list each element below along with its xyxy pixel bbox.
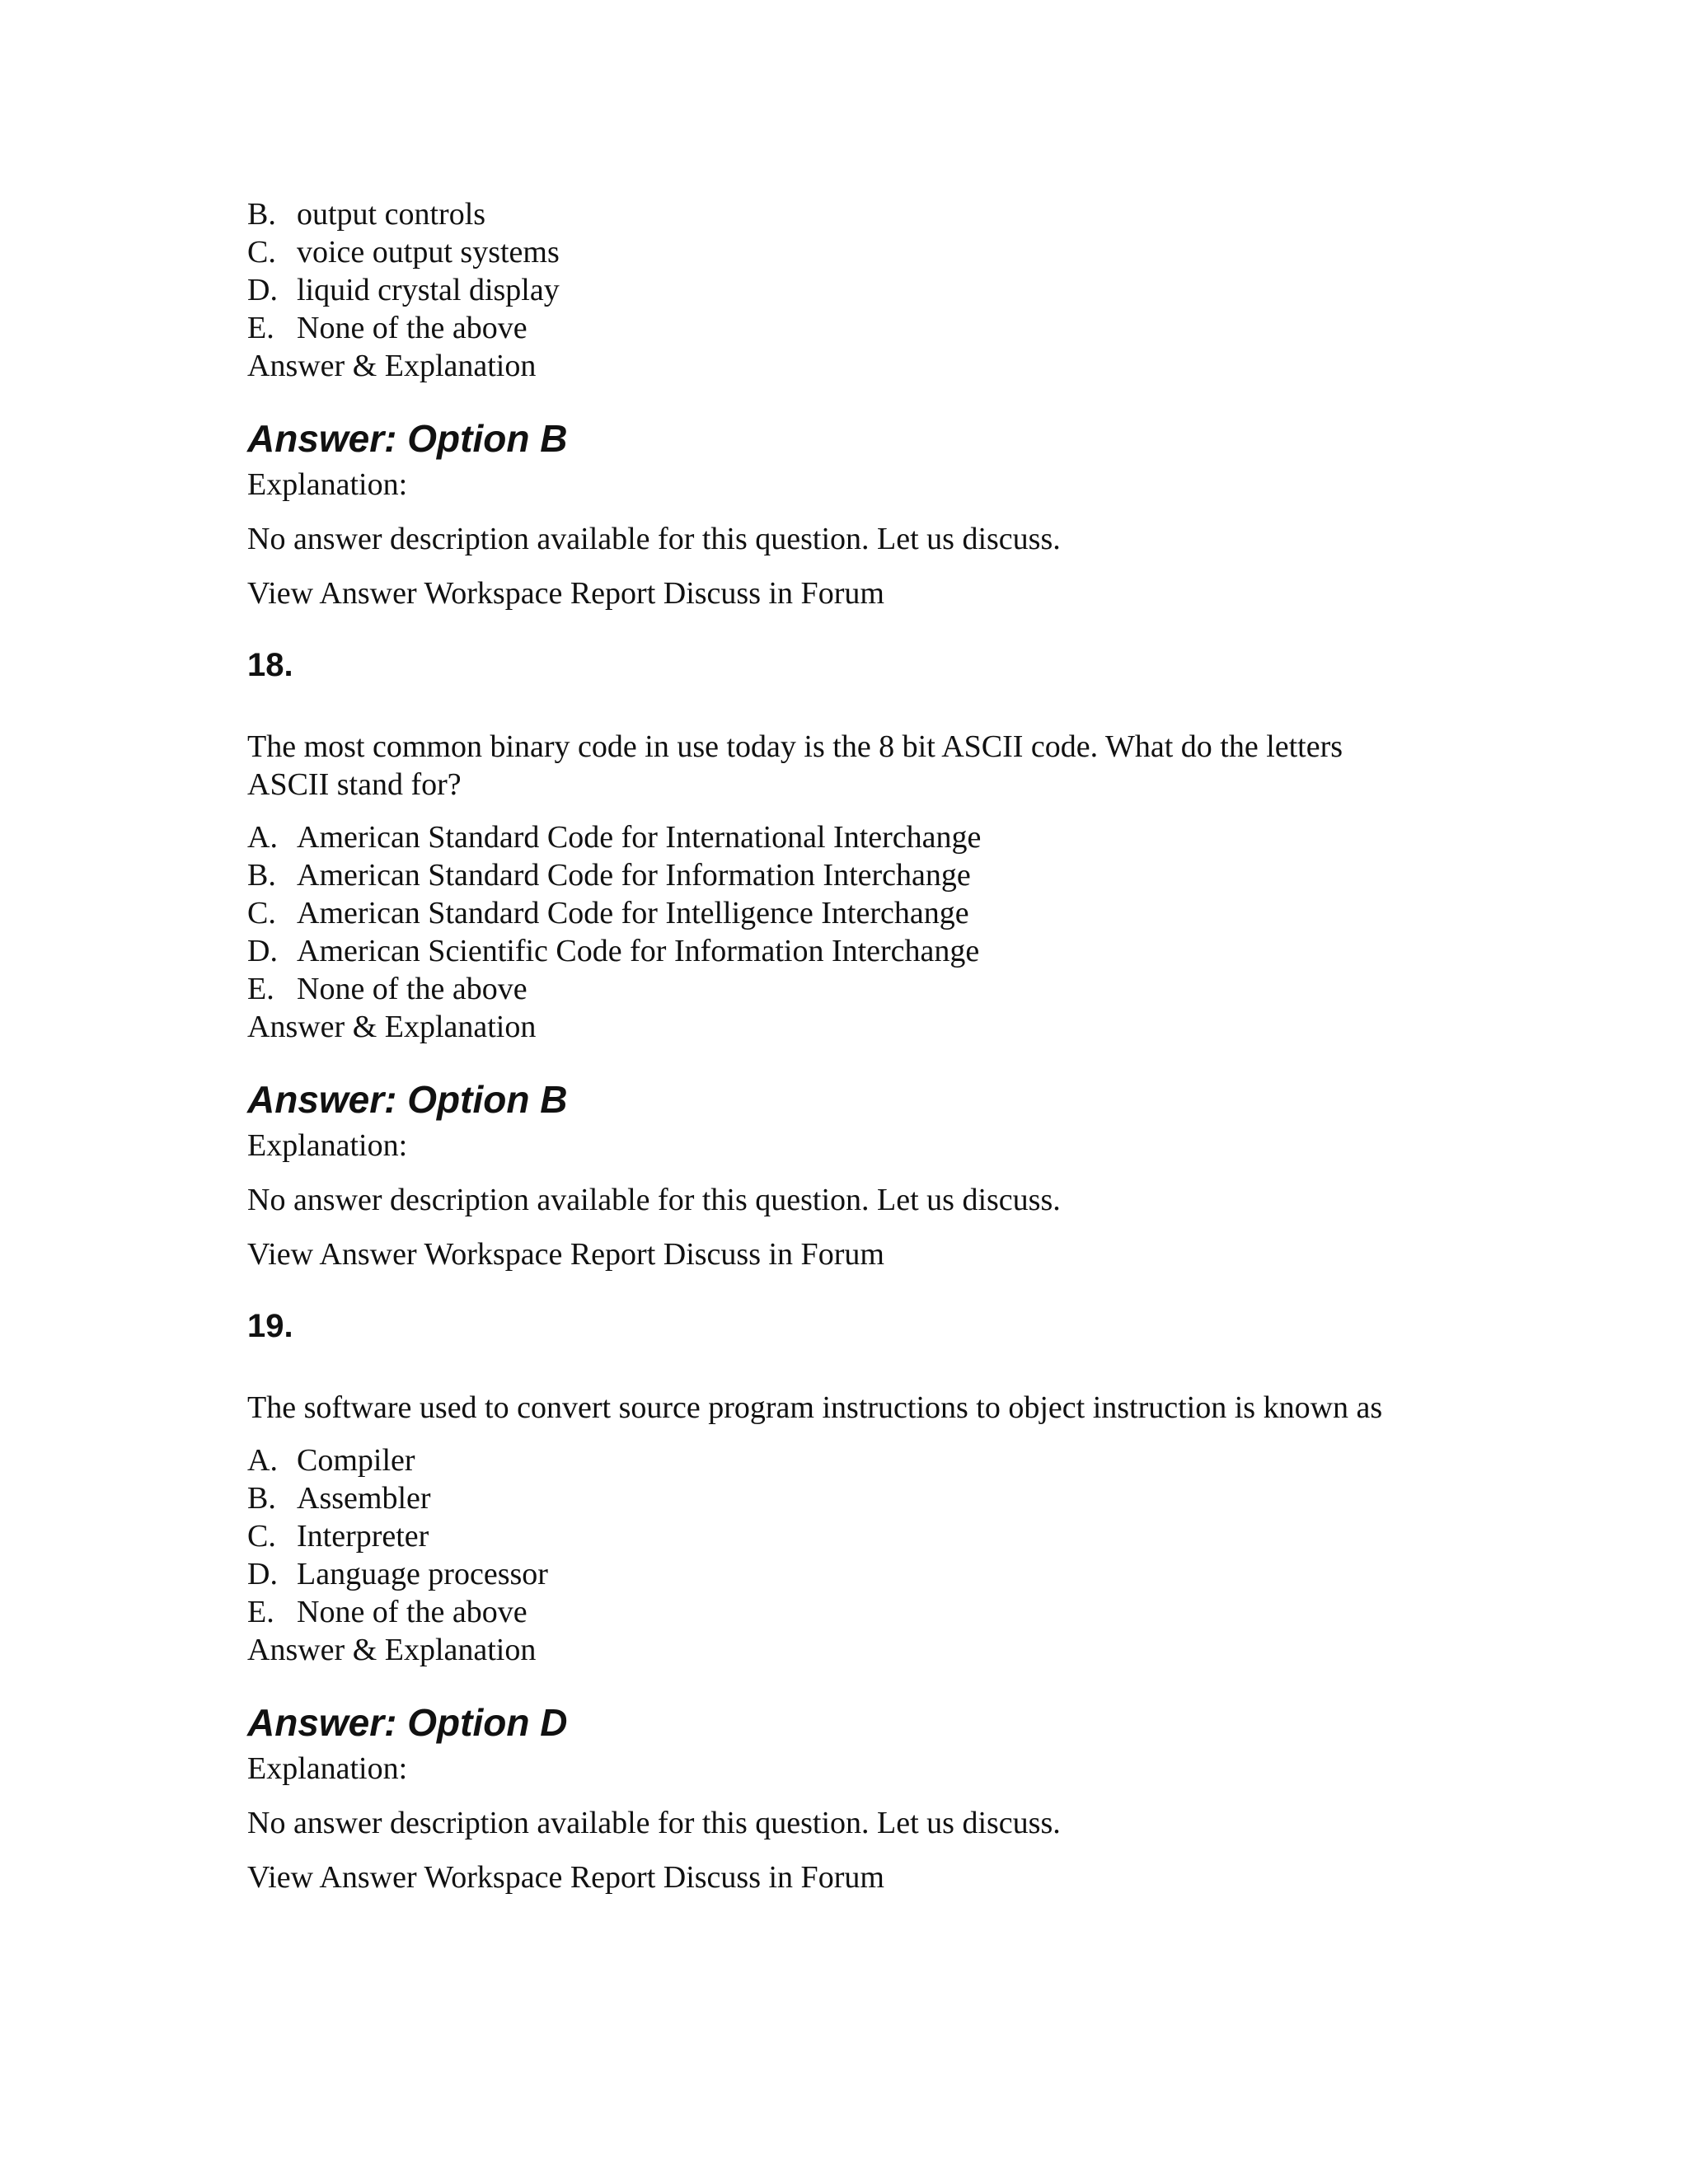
explanation-text: No answer description available for this question. Let us discuss. — [247, 1806, 1061, 1840]
question-block-18 — [247, 645, 1451, 1273]
discuss-in-forum-link[interactable]: Discuss in Forum — [663, 1237, 884, 1272]
option-e: E. None of the above — [247, 1595, 528, 1629]
workspace-link[interactable]: Workspace — [424, 576, 563, 611]
option-b: B. American Standard Code for Information Interchange — [247, 858, 971, 893]
answer-explanation-toggle[interactable]: Answer & Explanation — [247, 349, 537, 383]
answer-heading: Answer: Option B — [247, 1078, 568, 1121]
report-link[interactable]: Report — [570, 1237, 656, 1272]
answer-heading: Answer: Option D — [247, 1701, 568, 1744]
report-link[interactable]: Report — [570, 576, 656, 611]
answer-explanation-toggle[interactable]: Answer & Explanation — [247, 1010, 537, 1044]
question-block-19 — [247, 1306, 1451, 1896]
question-number: 18. — [247, 647, 293, 683]
option-e: E. None of the above — [247, 311, 528, 345]
option-e: E. None of the above — [247, 972, 528, 1006]
view-answer-link[interactable]: View Answer — [247, 1237, 417, 1272]
option-d: D. American Scientific Code for Information Interchange — [247, 934, 980, 968]
discuss-in-forum-link[interactable]: Discuss in Forum — [663, 1860, 884, 1895]
question-text: The software used to convert source program instructions to object instruction is known as — [247, 1390, 1383, 1425]
explanation-label: Explanation: — [247, 1128, 408, 1163]
explanation-label: Explanation: — [247, 1751, 408, 1786]
action-links — [247, 574, 1451, 612]
explanation-text: No answer description available for this question. Let us discuss. — [247, 522, 1061, 556]
answer-explanation-toggle[interactable]: Answer & Explanation — [247, 1633, 537, 1667]
option-c: C. Interpreter — [247, 1519, 429, 1554]
option-c: C. American Standard Code for Intelligence Interchange — [247, 896, 969, 930]
question-block-17-continued — [247, 195, 1451, 612]
option-b: B. output controls — [247, 197, 486, 232]
workspace-link[interactable]: Workspace — [424, 1237, 563, 1272]
option-c: C. voice output systems — [247, 235, 560, 269]
report-link[interactable]: Report — [570, 1860, 656, 1895]
explanation-label: Explanation: — [247, 467, 408, 502]
workspace-link[interactable]: Workspace — [424, 1860, 563, 1895]
view-answer-link[interactable]: View Answer — [247, 576, 417, 611]
action-links — [247, 1235, 1451, 1273]
document-page — [247, 195, 1451, 1896]
option-d: D. liquid crystal display — [247, 273, 560, 307]
answer-heading: Answer: Option B — [247, 417, 568, 460]
question-number: 19. — [247, 1308, 293, 1344]
action-links — [247, 1858, 1451, 1896]
explanation-text: No answer description available for this question. Let us discuss. — [247, 1183, 1061, 1217]
discuss-in-forum-link[interactable]: Discuss in Forum — [663, 576, 884, 611]
question-text: The most common binary code in use today is the 8 bit ASCII code. What do the letters ASCII stand for? — [247, 729, 1343, 802]
option-b: B. Assembler — [247, 1481, 431, 1516]
view-answer-link[interactable]: View Answer — [247, 1860, 417, 1895]
option-a: A. Compiler — [247, 1443, 415, 1478]
option-d: D. Language processor — [247, 1557, 548, 1591]
option-a: A. American Standard Code for International Interchange — [247, 820, 982, 855]
